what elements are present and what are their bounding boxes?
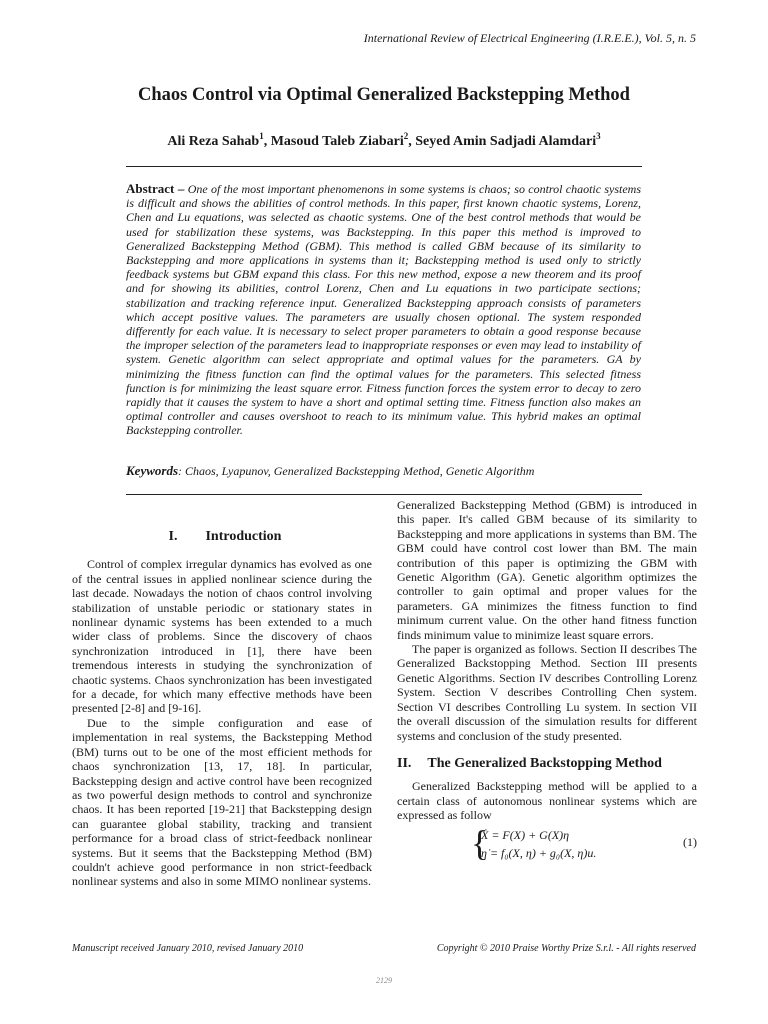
page-number: 2129 [376,976,392,985]
section-1-heading [72,530,372,544]
intro-paragraph-2: Due to the simple configuration and ease of implementation in real systems, the Backstepping Method (BM) turns out to be one of the most efficient methods for chaos synchronization [13, 17, 18]. In particular, Backstepping design and active control have been recognized as two powerful design methods to control and synchronize chaos. It has been reported [19-21] that Backstepping design can guarantee global stability, tracking and transient performance for a broad class of strict-feedback nonlinear systems. But it seems that the Backstepping Method (BM) couldn't achieve good performance in non strict-feedback nonlinear systems and also in some MIMO nonlinear systems. [72,715,372,889]
abstract-label: Abstract – [126,181,185,196]
equation-1-line-1: Ẋ = F(X) + G(X)η [481,827,570,842]
abstract-text: One of the most important phenomenons in some systems is chaos; so control chaotic systems is difficult and shows the abilities of control methods. In this paper, first known chaotic systems, Lorenz, Chen and Lu equations, was selected as chaotic systems. One of the best control methods that would be used for stabilization these systems, was Backstepping. In this paper this method is improved to Generalized Backstepping Method (GBM). This method is called GBM because of its similarity to Backstepping and more applications in systems than it; Backstepping method is used only to strictly feedback systems but GBM expand this class. For this new method, expose a new theorem and its proof and for showing its abilities, control Lorenz, Chen and Lu equations in two participate sections; stabilization and tracking reference input. Generalized Backstepping approach consists of parameters which accept positive values. The parameters are usually chosen optional. The system responded differently for each value. It is necessary to select proper parameters to obtain a good response because the improper selection of the parameters lead to inappropriate responses or even may lead to instability of system. Genetic algorithm can select appropriate and optimal values for the parameters. GA by minimizing the fitness function can find the optimal values for the parameters. This selected fitness function is for minimizing the least square error. Fitness function forces the system error to decay to zero rapidly that it causes the system to have a short and optimal setting time. Fitness function also makes an optimal controller and causes overshoot to reach to its minimum value. This hybrid makes an optimal Backstepping controller. [126,182,641,438]
abstract-top-rule [126,166,642,167]
copyright-note: Copyright © 2010 Praise Worthy Prize S.r.l. - All rights reserved [436,943,696,954]
equation-brace: { [471,822,489,863]
left-column [72,530,372,889]
author-separator: , [263,134,271,149]
right-column [397,498,697,865]
keywords-label: Keywords [126,463,178,478]
author-2-affiliation: 2 [403,131,409,141]
author-1-affiliation: 1 [259,131,264,141]
abstract [126,182,641,438]
author-2-name: Masoud Taleb Ziabari [270,134,404,149]
author-1-name: Ali Reza Sahab [167,134,260,149]
section-2-paragraph-1: Generalized Backstepping method will be applied to a certain class of autonomous nonlinear systems which are expressed as follow [397,779,697,823]
abstract-bottom-rule [126,494,642,495]
equation-1-number: (1) [683,834,697,849]
equation-1-line-2: η̇ = f₀(X, η) + g₀(X, η)u. [481,845,597,860]
author-3-affiliation: 3 [596,131,601,141]
manuscript-received-note: Manuscript received January 2010, revised January 2010 [72,943,304,954]
intro-paragraph-1: Control of complex irregular dynamics has evolved as one of the central issues in applied nonlinear science during the last decade. Nowadays the notion of chaos control involving stabilization of unstable periodic or stationary states in nonlinear dynamic systems has been extended to a much wider class of problems. Since the discovery of chaos synchronization introduced in [1], there have been tremendous interests in studying the synchronization of chaotic systems. Chaos synchronization has been investigated for a decade, for which many effective methods have been presented [2-8] and [9-16]. [72,557,372,716]
section-2-title: The Generalized Backstopping Method [427,755,662,771]
keywords-text: : Chaos, Lyapunov, Generalized Backstepping Method, Genetic Algorithm [178,464,535,478]
intro-paragraph-4: The paper is organized as follows. Section II describes The Generalized Backstopping Method. Section III presents Genetic Algorithms. Section IV describes Controlling Lorenz System. Section V describes Controlling Chen system. Section VI describes Controlling Lu system. In section VII the overall discussion of the simulation results for different systems and conclusion of the study presented. [397,642,697,743]
author-list [0,131,768,150]
section-1-title: Introduction [205,529,282,544]
equation-1 [397,822,697,865]
keywords [126,463,641,479]
author-separator: , [408,134,416,149]
author-3-name: Seyed Amin Sadjadi Alamdari [415,134,597,149]
section-2-number: II. [397,755,412,771]
journal-header: International Review of Electrical Engineering (I.R.E.E.), Vol. 5, n. 5 [363,31,696,45]
intro-paragraph-3: Generalized Backstepping Method (GBM) is introduced in this paper. It's called GBM because of its similarity to Backstepping and more applications in systems than BM. The GBM could have control cost lower than BM. The main contribution of this paper is optimizing the GBM with Genetic Algorithm (GA). Genetic algorithm optimizes the controller to gain optimal and proper values for the parameters. GA minimizes the fitness function to find minimum current value. On the other hand fitness function finds minimum value to minimize least square errors. [397,498,697,642]
section-2-heading [397,757,697,771]
section-1-number: I. [168,529,178,544]
paper-title: Chaos Control via Optimal Generalized Backstepping Method [138,85,630,105]
